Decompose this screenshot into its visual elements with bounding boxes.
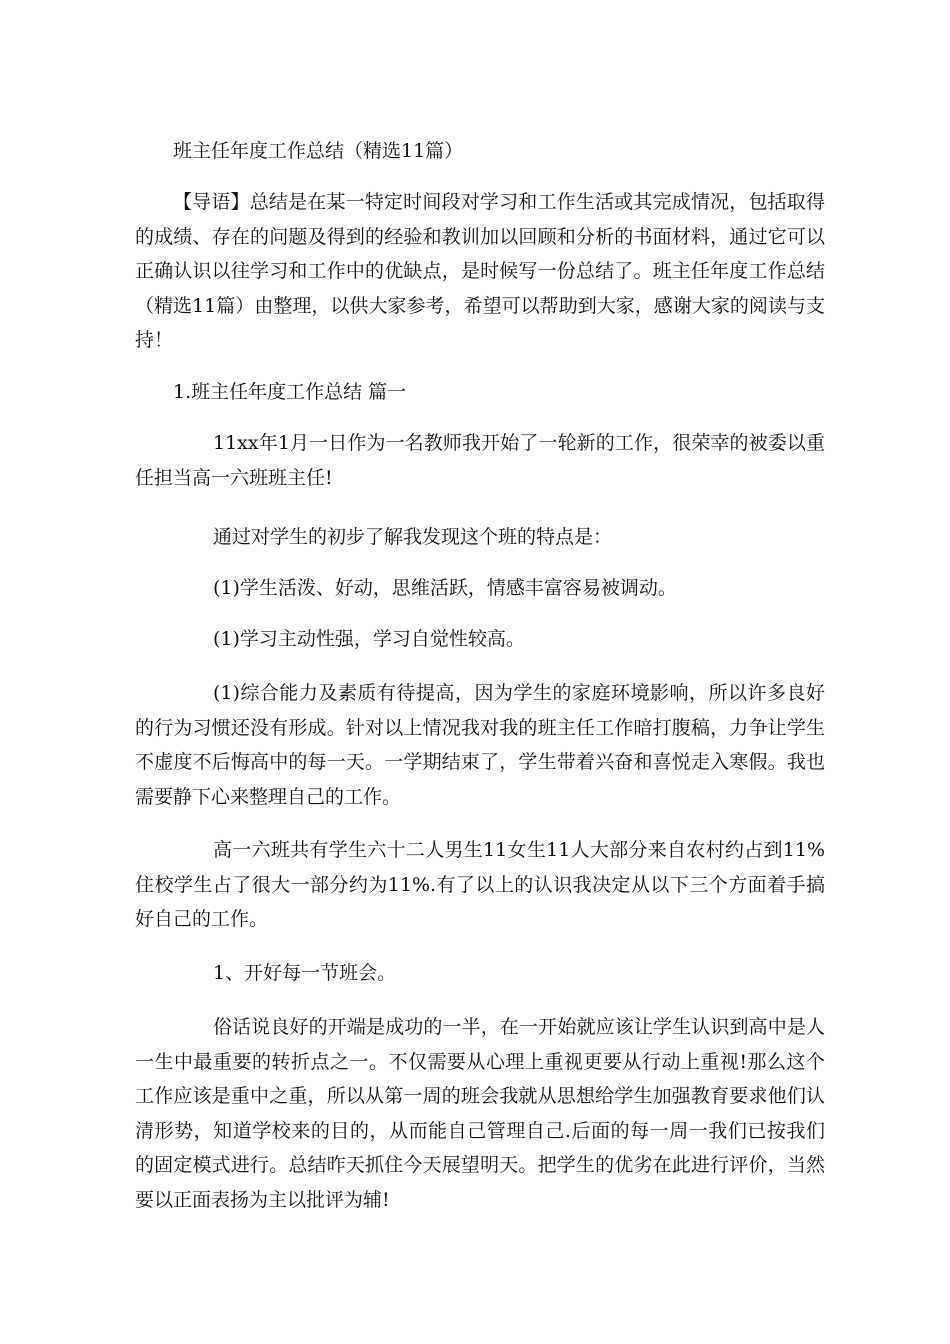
paragraph: (1)学生活泼、好动，思维活跃，情感丰富容易被调动。 [213,577,677,599]
paragraph: 通过对学生的初步了解我发现这个班的特点是： [213,526,613,548]
paragraph: (1)学习主动性强，学习自觉性较高。 [213,628,525,650]
intro-paragraph: 【导语】总结是在某一特定时间段对学习和工作生活或其完成情况，包括取得的成绩、存在的问题及得到的经验和教训加以回顾和分析的书面材料，通过它可以正确认识以往学习和工作中的优缺点，是时候写一份总结了。班主任年度工作总结（精选11篇）由整理，以供大家参考，希望可以帮助到大家，感谢大家的阅读与支持！ [135,191,825,351]
paragraph: 俗话说良好的开端是成功的一半，在一开始就应该让学生认识到高中是人一生中最重要的转折点之一。不仅需要从心理上重视更要从行动上重视!那么这个工作应该是重中之重，所以从第一周的班会我就从思想给学生加强教育要求他们认清形势，知道学校来的目的，从而能自己管理自己.后面的每一周一我们已按我们的固定模式进行。总结昨天抓住今天展望明天。把学生的优劣在此进行评价，当然要以正面表扬为主以批评为辅! [135,1016,825,1211]
document-title: 班主任年度工作总结（精选11篇） [173,140,464,162]
paragraph: (1)综合能力及素质有待提高，因为学生的家庭环境影响，所以许多良好的行为习惯还没有形成。针对以上情况我对我的班主任工作暗打腹稿，力争让学生不虚度不后悔高中的每一天。一学期结束了，学生带着兴奋和喜悦走入寒假。我也需要静下心来整理自己的工作。 [135,682,825,808]
section-heading: 1.班主任年度工作总结 篇一 [173,381,407,403]
paragraph: 1、开好每一节班会。 [213,962,397,984]
paragraph: 高一六班共有学生六十二人男生11女生11人大部分来自农村约占到11%住校学生占了很大一部分约为11%.有了以上的认识我决定从以下三个方面着手搞好自己的工作。 [135,839,825,930]
paragraph: 11xx年1月一日作为一名教师我开始了一轮新的工作，很荣幸的被委以重任担当高一六班班主任! [135,432,825,489]
